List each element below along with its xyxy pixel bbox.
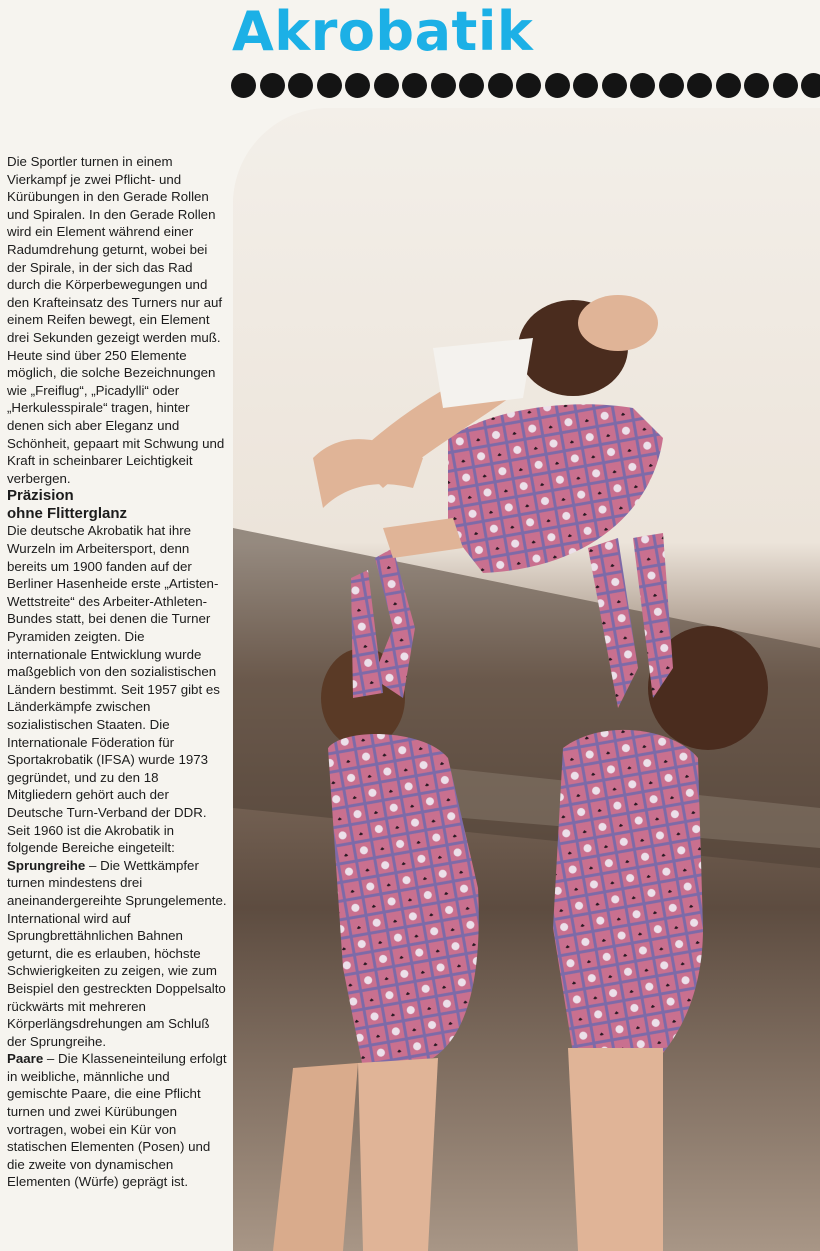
sprungreihe-term: Sprungreihe (7, 857, 86, 873)
divider-dot (744, 73, 769, 98)
divider-dot (317, 73, 342, 98)
acrobatics-photo (233, 108, 820, 1251)
page-title: Akrobatik (232, 0, 534, 63)
categories-intro: Seit 1960 ist die Akrobatik in folgende Bereiche eingeteilt: (7, 822, 175, 856)
divider-dot (459, 73, 484, 98)
dot-divider (231, 70, 820, 100)
divider-dot (516, 73, 541, 98)
divider-dot (488, 73, 513, 98)
divider-dot (431, 73, 456, 98)
divider-dot (260, 73, 285, 98)
divider-dot (801, 73, 820, 98)
paare-text: – Die Klasseneinteilung erfolgt in weibliche, männliche und gemischte Paare, die eine Pflicht turnen und zwei Kürübungen vortragen, wobei ein Kür von statischen Elementen (Posen) und die zweite von dynamischen Elementen (Würfe) geprägt ist. (7, 1051, 227, 1190)
divider-dot (687, 73, 712, 98)
divider-dot (545, 73, 570, 98)
intro-paragraph: Die Sportler turnen in einem Vierkampf je zwei Pflicht- und Kürübungen in den Gerade Rollen und Spiralen. In den Gerade Rollen wird ein Element während einer Radumdrehung geturnt, wobei bei der Spirale, in der sich das Rad durch die Körperbewegungen und den Krafteinsatz des Turners nur auf einem Reifen bewegt, ein Element drei Sekunden gezeigt werden muß. Heute sind über 250 Elemente möglich, die solche Bezeichnungen wie „Freiflug“, „Picadylli“ oder „Herkulesspirale“ tragen, hinter denen sich aber Eleganz und Schönheit, gepaart mit Schwung und Kraft in scheinbarer Leichtigkeit verbergen. (7, 154, 225, 486)
divider-dot (659, 73, 684, 98)
divider-dot (288, 73, 313, 98)
divider-dot (602, 73, 627, 98)
paare-term: Paare (7, 1051, 44, 1067)
divider-dot (231, 73, 256, 98)
gymnasts-illustration (233, 108, 820, 1251)
sprungreihe-paragraph (7, 857, 227, 1051)
subheading-line-1: Präzision (7, 487, 74, 505)
divider-dot (345, 73, 370, 98)
divider-dot (402, 73, 427, 98)
subheading-line-2: ohne Flitterglanz (7, 504, 127, 522)
sprungreihe-text: – Die Wettkämpfer turnen mindestens drei aneinandergereihte Sprungelemente. International wird auf Sprungbrettähnlichen Bahnen geturnt, die es erlauben, höchste Schwierigkeiten zu zeigen, wie zum Beispiel den gestreckten Doppelsalto rückwärts mit mehreren Körperlängsdrehungen am Schluß der Sprungreihe. (7, 857, 227, 1049)
paare-paragraph (7, 1050, 227, 1191)
article-column (7, 153, 227, 1191)
history-paragraph: Die deutsche Akrobatik hat ihre Wurzeln im Arbeitersport, denn bereits um 1900 fanden auf der Berliner Hasenheide erste „Artisten-Wettstreite“ des Arbeiter-Athleten-Bundes statt, bei denen die Turner Pyramiden zeigten. Die internationale Entwicklung wurde maßgeblich von den sozialistischen Ländern bestimmt. Seit 1957 gibt es Länderkämpfe zwischen sozialistischen Staaten. Die Internationale Föderation für Sportakrobatik (IFSA) wurde 1973 gegründet, und zu den 18 Mitgliedern gehört auch der Deutsche Turn-Verband der DDR. (7, 523, 220, 820)
divider-dot (573, 73, 598, 98)
divider-dot (716, 73, 741, 98)
divider-dot (374, 73, 399, 98)
subheading (7, 487, 227, 522)
divider-dot (630, 73, 655, 98)
divider-dot (773, 73, 798, 98)
